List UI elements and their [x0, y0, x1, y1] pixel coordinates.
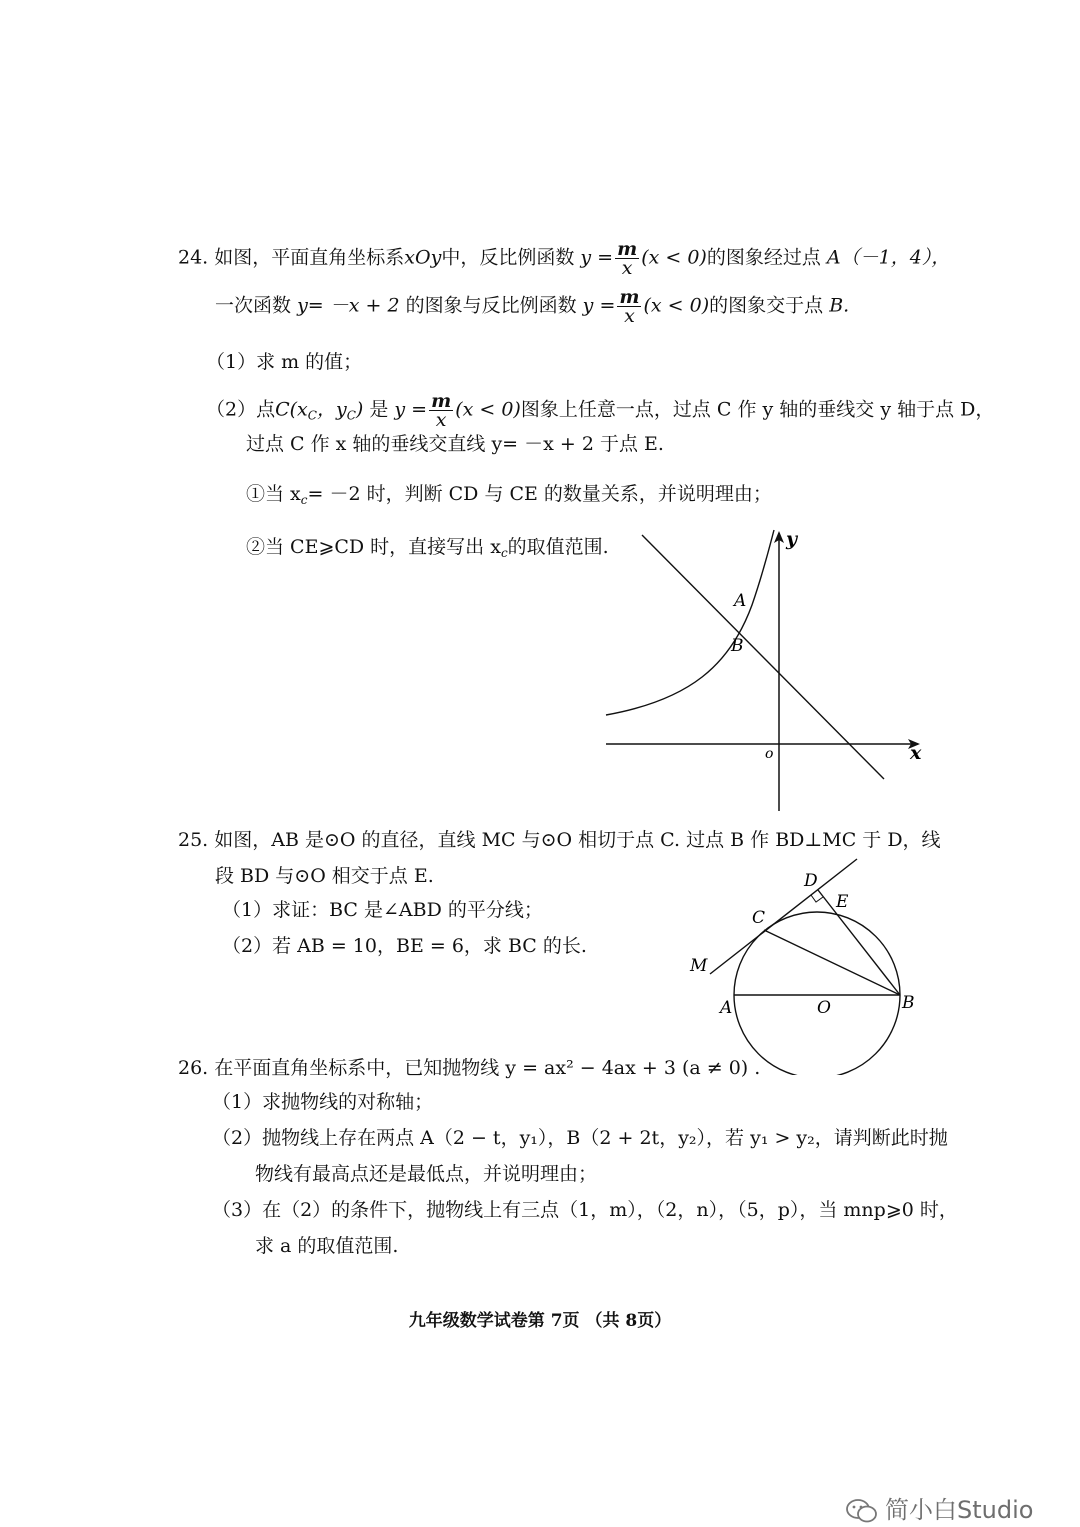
- q24-part2-c-sub2: C: [346, 408, 356, 423]
- watermark-text: 简小白Studio: [885, 1496, 1034, 1524]
- q24-sub2-sub: c: [500, 546, 508, 560]
- q24-yeq-3: y =: [394, 398, 428, 421]
- q24-linear-fn: y= －x + 2: [297, 294, 400, 317]
- q24-part2-b: 是: [369, 398, 389, 421]
- q26-part3-a: （3）在（2）的条件下，抛物线上有三点（1，m），（2，n），（5，p），当 mnp⩾0 时，: [212, 1199, 958, 1221]
- q24-sub1-sub: c: [300, 493, 308, 507]
- q24-label-y: y: [786, 528, 798, 550]
- q25-figure: [680, 850, 930, 1075]
- q24-part2-line1: [206, 392, 994, 429]
- q24-line2-b: 的图象与反比例函数: [405, 294, 577, 317]
- q24-figure: [600, 525, 940, 815]
- q25-stem: 如图，AB 是⊙O 的直径，直线 MC 与⊙O 相切于点 C. 过点 B 作 BD⊥MC 于 D，线: [214, 829, 941, 851]
- q24-frac-num-2: m: [619, 286, 640, 308]
- q24-hyperbola: [606, 530, 774, 715]
- q24-sub2: [246, 535, 609, 565]
- q24-fraction-3: [429, 392, 453, 429]
- q26-part2-a: （2）抛物线上存在两点 A（2 − t，y₁），B（2 + 2t，y₂），若 y₁ > y₂，请判断此时抛: [212, 1127, 948, 1149]
- q24-stem-c: 的图象经过点: [706, 246, 821, 269]
- q24-fraction: [615, 240, 639, 277]
- q25-label-e: E: [836, 892, 849, 912]
- q24-yeq-2: y =: [582, 294, 616, 317]
- q24-part1: （1）求 m 的值；: [206, 351, 363, 373]
- q24-frac-den: x: [621, 257, 633, 279]
- q24-stem-a: 如图，平面直角坐标系: [214, 246, 405, 269]
- q25-line1: [178, 828, 941, 852]
- q24-part2-c3: ): [355, 398, 364, 421]
- q24-stem-b: 中，反比例函数: [441, 246, 575, 269]
- q24-part2-c-sub: C: [307, 408, 317, 423]
- q24-point-a: A（－1，4），: [826, 246, 951, 269]
- q25-label-a: A: [720, 998, 733, 1018]
- q24-part2-line2: 过点 C 作 x 轴的垂线交直线 y= －x + 2 于点 E.: [246, 433, 664, 455]
- q24-sub1: [246, 482, 772, 512]
- q24-xoy: xOy: [404, 246, 442, 269]
- q24-cond: (x < 0): [641, 246, 707, 269]
- q26-part2-b: 物线有最高点还是最低点，并说明理由；: [255, 1163, 598, 1185]
- q24-line2-pt: B.: [829, 294, 850, 317]
- q24-part2-c: 图象上任意一点，过点 C 作 y 轴的垂线交 y 轴于点 D，: [520, 398, 995, 421]
- q25-line2: 段 BD 与⊙O 相交于点 E.: [215, 865, 434, 887]
- q24-line2: [215, 288, 849, 325]
- q24-label-a: A: [734, 591, 747, 611]
- q24-part2-c-point: C(x: [275, 398, 308, 421]
- q24-label-b: B: [731, 636, 744, 656]
- q25-label-b: B: [902, 993, 915, 1013]
- wechat-icon: [845, 1498, 879, 1524]
- q24-line2-c: 的图象交于点: [709, 294, 824, 317]
- q25-label-o: O: [817, 998, 831, 1018]
- q25-label-c: C: [752, 908, 766, 928]
- q26-number: 26.: [178, 1057, 209, 1079]
- q24-frac-den-2: x: [624, 305, 635, 327]
- q25-right-angle-mark: [811, 895, 823, 902]
- q25-number: 25.: [178, 829, 209, 851]
- q25-segment-bd: [818, 890, 900, 995]
- page-footer: 九年级数学试卷第 7页 （共 8页）: [408, 1311, 672, 1331]
- q26-part3-b: 求 a 的取值范围.: [255, 1235, 399, 1257]
- q25-label-d: D: [804, 871, 818, 891]
- q24-sub2-b: 的取值范围.: [507, 536, 609, 558]
- q24-frac-den-3: x: [435, 409, 447, 431]
- q24-line1: [178, 240, 950, 277]
- q24-line2-a: 一次函数: [215, 294, 292, 317]
- q24-cond-2: (x < 0): [643, 294, 710, 317]
- q24-fraction-2: [617, 288, 641, 325]
- q25-tangent-mc: [710, 859, 857, 974]
- q24-sub1-b: = －2 时，判断 CD 与 CE 的数量关系，并说明理由；: [307, 483, 772, 505]
- q24-yeq: y =: [580, 246, 614, 269]
- q24-label-o: o: [765, 746, 774, 762]
- q24-sub2-a: ②当 CE⩾CD 时，直接写出 x: [246, 536, 501, 558]
- q26-line1: [178, 1056, 760, 1080]
- q24-frac-num: m: [617, 238, 638, 260]
- q24-part2-c2: ，y: [316, 398, 347, 421]
- q24-sub1-a: ①当 x: [246, 483, 301, 505]
- q24-label-x: x: [910, 742, 922, 764]
- q24-frac-num-3: m: [431, 390, 452, 412]
- q24-part2-a: （2）点: [206, 398, 276, 421]
- q24-cond-3: (x < 0): [455, 398, 521, 421]
- q25-part2: （2）若 AB = 10，BE = 6，求 BC 的长.: [222, 935, 587, 957]
- q26-stem: 在平面直角坐标系中，已知抛物线 y = ax² − 4ax + 3 (a ≠ 0) .: [214, 1057, 761, 1079]
- q25-label-m: M: [690, 956, 708, 976]
- watermark: [845, 1490, 1033, 1525]
- q25-part1: （1）求证：BC 是∠ABD 的平分线；: [222, 899, 543, 921]
- q24-number: 24.: [178, 246, 209, 269]
- q26-part1: （1）求抛物线的对称轴；: [212, 1091, 434, 1113]
